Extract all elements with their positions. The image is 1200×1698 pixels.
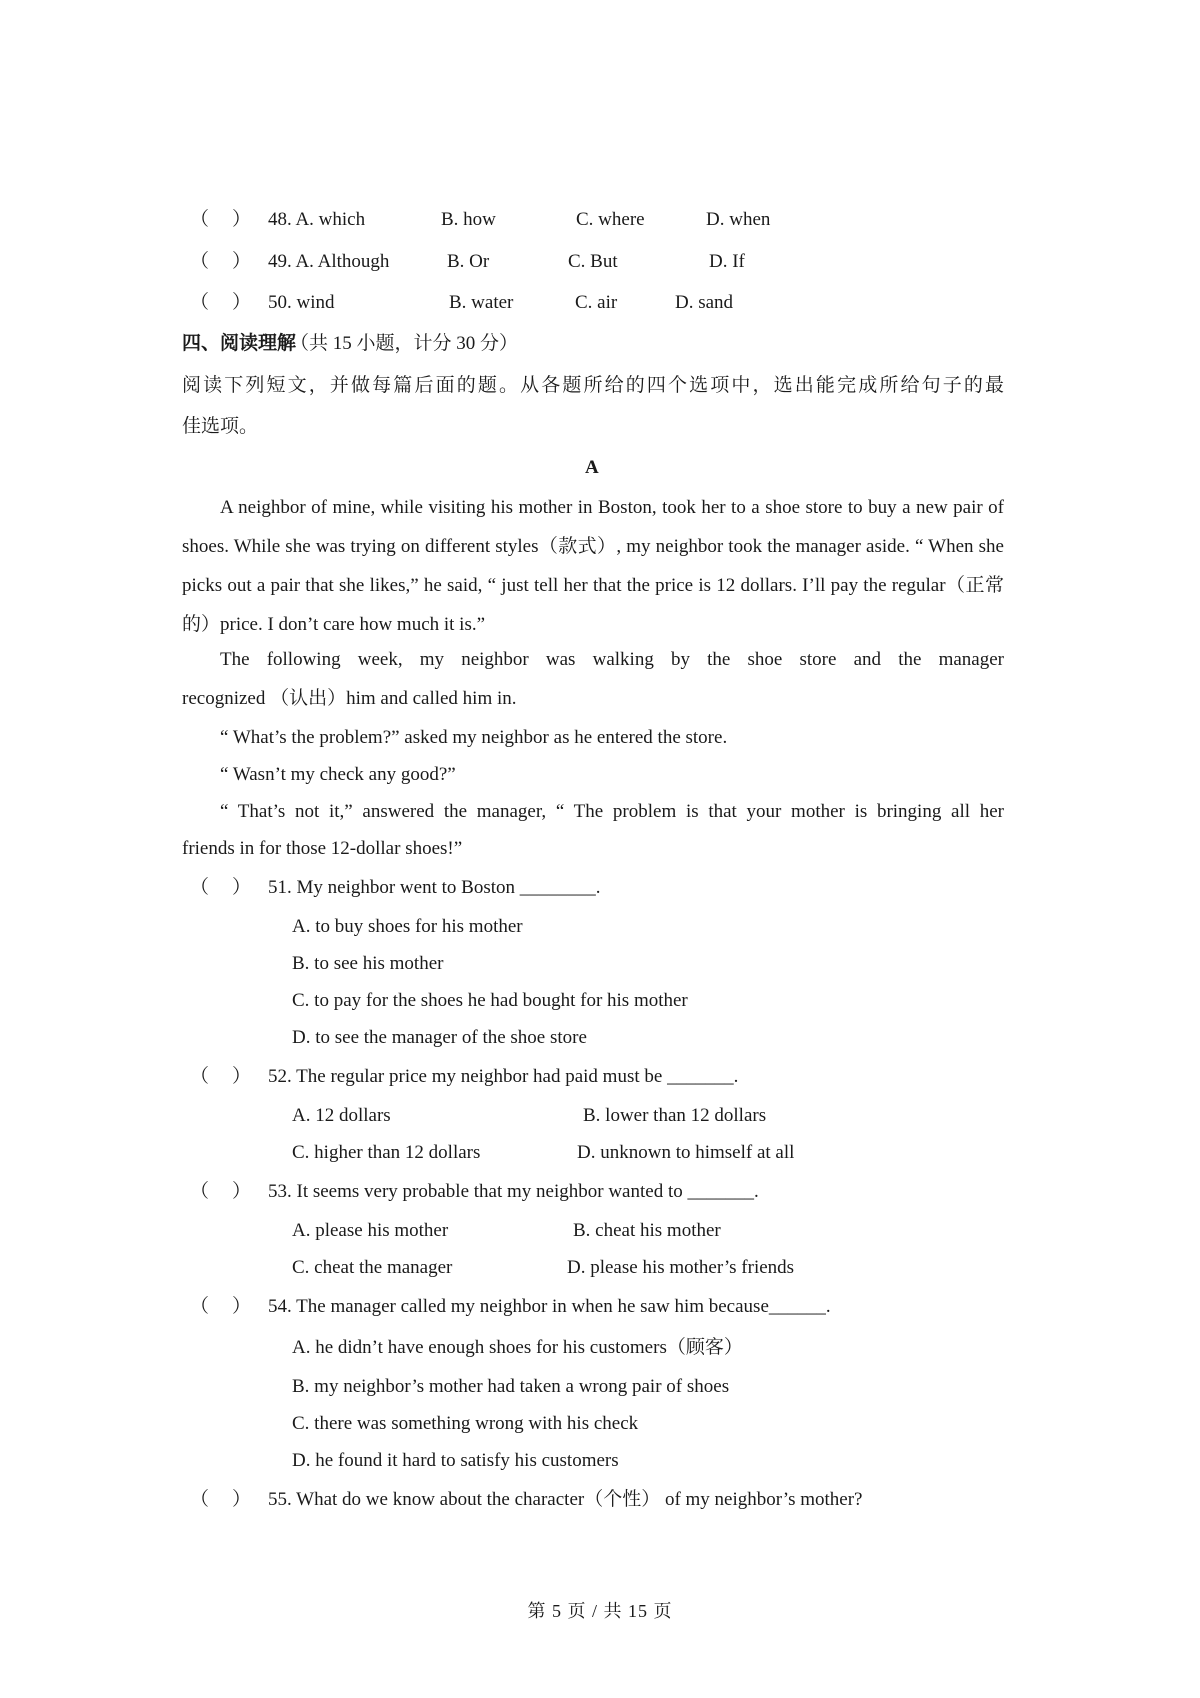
answer-paren-close: ）	[232, 1489, 252, 1510]
option-d: D. please his mother’s friends	[567, 1257, 795, 1278]
question-stem: 51. My neighbor went to Boston ________.	[268, 877, 601, 898]
option-b: B. how	[441, 209, 496, 230]
answer-paren-open[interactable]: （	[190, 1296, 210, 1317]
answer-paren-close: ）	[232, 251, 252, 272]
passage-title: A	[585, 457, 599, 478]
section-instruction-line-1: 阅读下列短文，并做每篇后面的题。从各题所给的四个选项中，选出能完成所给句子的最	[182, 375, 1004, 396]
option-c: C. higher than 12 dollars	[292, 1142, 481, 1163]
question-54-option-a	[0, 1333, 1200, 1363]
answer-paren-open[interactable]: （	[190, 292, 210, 313]
passage-paragraph-3-row	[0, 723, 1200, 753]
question-stem: 55. What do we know about the character（个性） of my neighbor’s mother?	[268, 1489, 863, 1510]
option-c: C. air	[575, 292, 618, 313]
option-a: A. 12 dollars	[292, 1105, 391, 1126]
answer-paren-open[interactable]: （	[190, 209, 210, 230]
passage-paragraph-5-line-2: friends in for those 12-dollar shoes!”	[182, 838, 463, 859]
option-d: D. If	[709, 251, 745, 272]
cloze-row-50	[0, 288, 1200, 318]
question-stem: 52. The regular price my neighbor had paid must be _______.	[268, 1066, 739, 1087]
question-52-options-row-2	[0, 1138, 1200, 1168]
option-b: B. lower than 12 dollars	[583, 1105, 767, 1126]
option-c: C. But	[568, 251, 618, 272]
option-d: D. sand	[675, 292, 734, 313]
section-instruction-line-2: 佳选项。	[182, 416, 259, 437]
question-stem: 54. The manager called my neighbor in when he saw him because______.	[268, 1296, 831, 1317]
question-54-option-c	[0, 1409, 1200, 1439]
passage-paragraph-2-line-1: The following week, my neighbor was walking by the shoe store and the manager	[220, 649, 1004, 670]
option-c: C. cheat the manager	[292, 1257, 453, 1278]
section-heading-note: （共 15 小题，计分 30 分）	[290, 333, 519, 354]
section-heading-row	[0, 329, 1200, 359]
question-stem: 48. A. which	[268, 209, 366, 230]
option-text: B. my neighbor’s mother had taken a wrong pair of shoes	[292, 1376, 730, 1397]
option-text: D. to see the manager of the shoe store	[292, 1027, 587, 1048]
option-text: A. he didn’t have enough shoes for his customers（顾客）	[292, 1337, 743, 1358]
passage-title-row	[0, 453, 1200, 483]
cloze-row-49	[0, 247, 1200, 277]
option-d: D. unknown to himself at all	[577, 1142, 795, 1163]
question-53-options-row-2	[0, 1253, 1200, 1283]
question-51	[0, 873, 1200, 903]
option-text: B. to see his mother	[292, 953, 444, 974]
passage-paragraph-4-row	[0, 760, 1200, 790]
answer-paren-open[interactable]: （	[190, 877, 210, 898]
option-b: B. water	[449, 292, 514, 313]
passage-paragraph-4: “ Wasn’t my check any good?”	[220, 764, 456, 785]
passage-paragraph-1-text: A neighbor of mine, while visiting his mother in Boston, took her to a shoe store to buy a new pair of shoes. While she was trying on different styles（款式）, my neighbor took the manager aside. “ When she picks out a pair that she likes,” he said, “ just tell her that the price is 12 dollars. I’ll pay the regular（正常的）price. I don’t care how much it is.”	[182, 497, 1004, 635]
question-53-options-row-1	[0, 1216, 1200, 1246]
passage-paragraph-2-line-2: recognized （认出）him and called him in.	[182, 688, 517, 709]
question-stem: 49. A. Although	[268, 251, 390, 272]
answer-paren-close: ）	[232, 292, 252, 313]
option-text: C. to pay for the shoes he had bought for his mother	[292, 990, 688, 1011]
answer-paren-open[interactable]: （	[190, 1181, 210, 1202]
option-d: D. when	[706, 209, 771, 230]
passage-paragraph-5-line-1: “ That’s not it,” answered the manager, “ The problem is that your mother is bringing all her	[220, 801, 1004, 822]
question-53	[0, 1177, 1200, 1207]
answer-paren-open[interactable]: （	[190, 251, 210, 272]
option-b: B. Or	[447, 251, 490, 272]
passage-paragraph-3: “ What’s the problem?” asked my neighbor as he entered the store.	[220, 727, 728, 748]
answer-paren-close: ）	[232, 1181, 252, 1202]
answer-paren-close: ）	[232, 877, 252, 898]
section-instruction-line-2-row	[0, 412, 1200, 442]
question-51-option-c	[0, 986, 1200, 1016]
question-54	[0, 1292, 1200, 1322]
answer-paren-open[interactable]: （	[190, 1489, 210, 1510]
question-52-options-row-1	[0, 1101, 1200, 1131]
option-b: B. cheat his mother	[573, 1220, 721, 1241]
question-55	[0, 1485, 1200, 1515]
question-54-option-d	[0, 1446, 1200, 1476]
answer-paren-open[interactable]: （	[190, 1066, 210, 1087]
cloze-row-48	[0, 205, 1200, 235]
passage-paragraph-5-line-2-row	[0, 834, 1200, 864]
question-52	[0, 1062, 1200, 1092]
answer-paren-close: ）	[232, 209, 252, 230]
answer-paren-close: ）	[232, 1296, 252, 1317]
page-footer: 第 5 页 / 共 15 页	[527, 1601, 673, 1621]
question-stem: 53. It seems very probable that my neighbor wanted to _______.	[268, 1181, 759, 1202]
question-stem: 50. wind	[268, 292, 335, 313]
question-51-option-b	[0, 949, 1200, 979]
option-text: C. there was something wrong with his check	[292, 1413, 639, 1434]
question-51-option-a	[0, 912, 1200, 942]
passage-paragraph-1	[182, 488, 1004, 644]
option-a: A. please his mother	[292, 1220, 449, 1241]
option-text: D. he found it hard to satisfy his customers	[292, 1450, 619, 1471]
question-54-option-b	[0, 1372, 1200, 1402]
section-heading: 四、阅读理解	[182, 333, 297, 354]
answer-paren-close: ）	[232, 1066, 252, 1087]
option-c: C. where	[576, 209, 645, 230]
option-text: A. to buy shoes for his mother	[292, 916, 523, 937]
question-51-option-d	[0, 1023, 1200, 1053]
passage-paragraph-2-line-2-row	[0, 684, 1200, 714]
